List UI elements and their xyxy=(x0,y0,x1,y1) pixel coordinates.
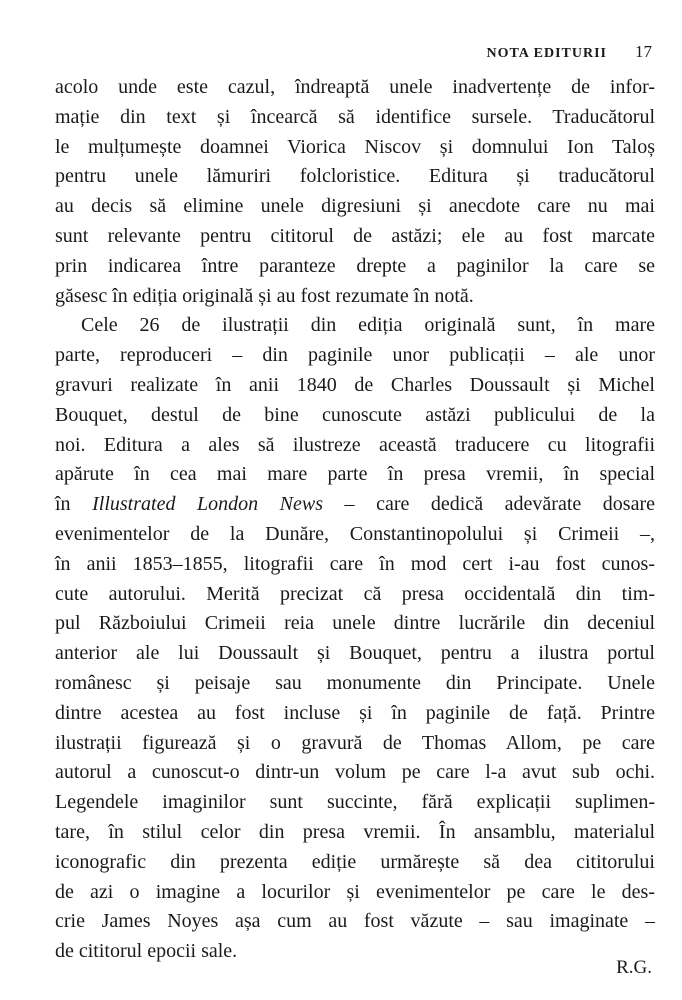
text-line: parte, reproduceri – din paginile unor publicații – ale unor xyxy=(55,344,655,367)
text-line: apărute în cea mai mare parte în presa vremii, în special xyxy=(55,463,655,486)
text-line: gravuri realizate în anii 1840 de Charles Doussault și Michel xyxy=(55,373,655,396)
text-line-with-italic xyxy=(55,490,655,520)
text-line: sunt relevante pentru cititorul de astăzi; ele au fost marcate xyxy=(55,224,655,247)
signature-initials: R.G. xyxy=(616,957,652,978)
text-fragment: – care dedică adevărate dosare xyxy=(323,493,656,516)
text-line: autorul a cunoscut-o dintr-un volum pe care l-a avut sub ochi. xyxy=(55,761,655,784)
running-title: NOTA EDITURII xyxy=(486,46,607,61)
text-line: au decis să elimine unele digresiuni și anecdote care nu mai xyxy=(55,195,655,218)
running-head xyxy=(487,42,653,62)
publication-title: Illustrated London News xyxy=(92,493,323,516)
text-line: cute autorului. Merită precizat că presa occidentală din tim- xyxy=(55,582,655,605)
text-line: tare, în stilul celor din presa vremii. În ansamblu, materialul xyxy=(55,820,655,843)
text-line: dintre acestea au fost incluse și în paginile de față. Printre xyxy=(55,701,655,724)
body-text xyxy=(55,73,655,967)
text-line: iconografic din prezenta ediție urmărește să dea cititorului xyxy=(55,850,655,873)
text-line: anterior ale lui Doussault și Bouquet, pentru a ilustra portul xyxy=(55,642,655,665)
text-line: mație din text și încearcă să identifice sursele. Traducătorul xyxy=(55,105,655,128)
text-line: pul Războiului Crimeii reia unele dintre lucrările din deceniul xyxy=(55,612,655,635)
page-number: 17 xyxy=(635,42,652,61)
text-line: de azi o imagine a locurilor și evenimentelor pe care le des- xyxy=(55,880,655,903)
text-line: acolo unde este cazul, îndreaptă unele inadvertențe de infor- xyxy=(55,76,655,98)
text-line: crie James Noyes așa cum au fost văzute – sau imaginate – xyxy=(55,910,655,933)
text-line: Cele 26 de ilustrații din ediția originală sunt, în mare xyxy=(81,314,655,337)
text-line: evenimentelor de la Dunăre, Constantinopolului și Crimeii –, xyxy=(55,522,655,545)
text-line: de cititorul epocii sale. xyxy=(55,940,238,963)
text-line: găsesc în ediția originală și au fost rezumate în notă. xyxy=(55,284,474,307)
paragraph-1 xyxy=(55,73,655,311)
paragraph-2 xyxy=(55,311,655,967)
text-line: noi. Editura a ales să ilustreze această traducere cu litografii xyxy=(55,433,655,456)
text-line: românesc și peisaje sau monumente din Principate. Unele xyxy=(55,671,655,694)
text-line: prin indicarea între paranteze drepte a paginilor la care se xyxy=(55,254,655,277)
text-line: le mulțumește doamnei Viorica Niscov și domnului Ion Taloș xyxy=(55,135,655,158)
text-line: Bouquet, destul de bine cunoscute astăzi publicului de la xyxy=(55,403,655,426)
text-line: Legendele imaginilor sunt succinte, fără explicații suplimen- xyxy=(55,791,655,814)
text-line: ilustrații figurează și o gravură de Thomas Allom, pe care xyxy=(55,731,655,754)
text-line: în anii 1853–1855, litografii care în mod cert i-au fost cunos- xyxy=(55,552,655,575)
text-fragment: în xyxy=(55,493,93,516)
text-line: pentru unele lămuriri folcloristice. Editura și traducătorul xyxy=(55,165,655,188)
